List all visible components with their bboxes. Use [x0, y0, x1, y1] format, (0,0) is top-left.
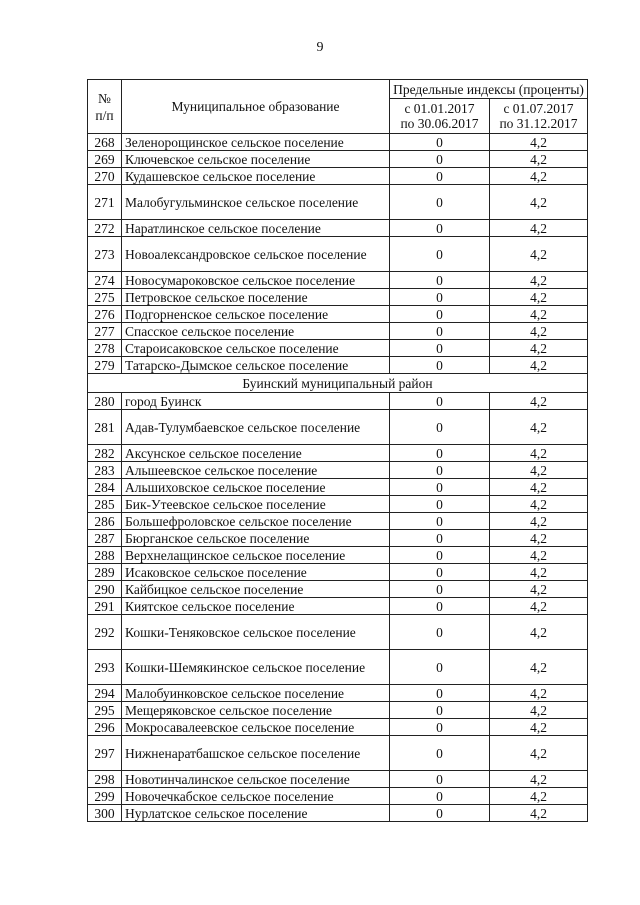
row-number: 285 — [88, 496, 122, 513]
header-period-1-label: с 01.01.2017 по 30.06.2017 — [400, 101, 479, 131]
index-period-2: 4,2 — [490, 168, 588, 185]
index-period-1: 0 — [390, 237, 490, 272]
index-period-1: 0 — [390, 410, 490, 445]
municipality-name: Нурлатское сельское поселение — [122, 805, 390, 822]
table-row — [88, 598, 588, 615]
municipality-name: Мокросавалеевское сельское поселение — [122, 719, 390, 736]
index-period-2: 4,2 — [490, 462, 588, 479]
table-row — [88, 805, 588, 822]
index-period-2: 4,2 — [490, 134, 588, 151]
row-number: 298 — [88, 771, 122, 788]
municipality-name: Исаковское сельское поселение — [122, 564, 390, 581]
table-row — [88, 530, 588, 547]
row-number: 274 — [88, 272, 122, 289]
index-period-1: 0 — [390, 788, 490, 805]
table-row — [88, 323, 588, 340]
municipality-name: Бюрганское сельское поселение — [122, 530, 390, 547]
municipality-name: Староисаковское сельское поселение — [122, 340, 390, 357]
municipality-name: Аксунское сельское поселение — [122, 445, 390, 462]
header-num-label: № п/п — [95, 90, 114, 123]
municipality-name: Адав-Тулумбаевское сельское поселение — [122, 410, 390, 445]
row-number: 268 — [88, 134, 122, 151]
index-period-1: 0 — [390, 513, 490, 530]
index-period-1: 0 — [390, 479, 490, 496]
index-period-1: 0 — [390, 306, 490, 323]
index-period-2: 4,2 — [490, 598, 588, 615]
row-number: 300 — [88, 805, 122, 822]
index-period-1: 0 — [390, 547, 490, 564]
table-row — [88, 702, 588, 719]
index-period-2: 4,2 — [490, 445, 588, 462]
index-period-1: 0 — [390, 702, 490, 719]
index-period-2: 4,2 — [490, 650, 588, 685]
indices-table — [87, 79, 588, 822]
table-row — [88, 185, 588, 220]
index-period-2: 4,2 — [490, 530, 588, 547]
index-period-2: 4,2 — [490, 151, 588, 168]
municipality-name: Альшиховское сельское поселение — [122, 479, 390, 496]
index-period-1: 0 — [390, 805, 490, 822]
index-period-1: 0 — [390, 564, 490, 581]
municipality-name: Бик-Утеевское сельское поселение — [122, 496, 390, 513]
row-number: 270 — [88, 168, 122, 185]
index-period-2: 4,2 — [490, 185, 588, 220]
page-number: 9 — [316, 40, 324, 55]
table-row — [88, 151, 588, 168]
index-period-1: 0 — [390, 736, 490, 771]
table-row — [88, 272, 588, 289]
table-row — [88, 685, 588, 702]
index-period-1: 0 — [390, 615, 490, 650]
header-period-1 — [390, 99, 490, 134]
index-period-1: 0 — [390, 719, 490, 736]
index-period-2: 4,2 — [490, 237, 588, 272]
index-period-1: 0 — [390, 340, 490, 357]
header-period-2-label: с 01.07.2017 по 31.12.2017 — [499, 101, 578, 131]
row-number: 269 — [88, 151, 122, 168]
municipality-name: Новотинчалинское сельское поселение — [122, 771, 390, 788]
row-number: 293 — [88, 650, 122, 685]
row-number: 297 — [88, 736, 122, 771]
index-period-2: 4,2 — [490, 496, 588, 513]
index-period-2: 4,2 — [490, 357, 588, 374]
table-row — [88, 788, 588, 805]
table-row — [88, 650, 588, 685]
index-period-1: 0 — [390, 134, 490, 151]
table-row — [88, 393, 588, 410]
index-period-1: 0 — [390, 185, 490, 220]
table-row — [88, 615, 588, 650]
index-period-2: 4,2 — [490, 479, 588, 496]
index-period-1: 0 — [390, 289, 490, 306]
table-row — [88, 771, 588, 788]
row-number: 289 — [88, 564, 122, 581]
table-row — [88, 220, 588, 237]
index-period-1: 0 — [390, 771, 490, 788]
table-row — [88, 445, 588, 462]
row-number: 278 — [88, 340, 122, 357]
row-number: 294 — [88, 685, 122, 702]
row-number: 282 — [88, 445, 122, 462]
index-period-1: 0 — [390, 581, 490, 598]
district-group-row — [88, 374, 588, 393]
municipality-name: Новоалександровское сельское поселение — [122, 237, 390, 272]
municipality-name: Большефроловское сельское поселение — [122, 513, 390, 530]
index-period-2: 4,2 — [490, 272, 588, 289]
table-row — [88, 168, 588, 185]
index-period-1: 0 — [390, 168, 490, 185]
table-row — [88, 547, 588, 564]
municipality-name: Кудашевское сельское поселение — [122, 168, 390, 185]
index-period-2: 4,2 — [490, 323, 588, 340]
index-period-1: 0 — [390, 650, 490, 685]
row-number: 288 — [88, 547, 122, 564]
table-row — [88, 479, 588, 496]
header-limits: Предельные индексы (проценты) — [390, 80, 588, 99]
row-number: 281 — [88, 410, 122, 445]
row-number: 296 — [88, 719, 122, 736]
row-number: 272 — [88, 220, 122, 237]
index-period-1: 0 — [390, 357, 490, 374]
index-period-1: 0 — [390, 530, 490, 547]
table-row — [88, 357, 588, 374]
municipality-name: Спасское сельское поселение — [122, 323, 390, 340]
index-period-1: 0 — [390, 685, 490, 702]
row-number: 279 — [88, 357, 122, 374]
index-period-1: 0 — [390, 151, 490, 168]
municipality-name: Подгорненское сельское поселение — [122, 306, 390, 323]
index-period-1: 0 — [390, 598, 490, 615]
municipality-name: Нижненаратбашское сельское поселение — [122, 736, 390, 771]
index-period-1: 0 — [390, 496, 490, 513]
row-number: 275 — [88, 289, 122, 306]
municipality-name: Малобуинковское сельское поселение — [122, 685, 390, 702]
table-row — [88, 513, 588, 530]
row-number: 291 — [88, 598, 122, 615]
row-number: 277 — [88, 323, 122, 340]
table-body — [88, 134, 588, 822]
municipality-name: Мещеряковское сельское поселение — [122, 702, 390, 719]
header-period-2 — [490, 99, 588, 134]
index-period-1: 0 — [390, 220, 490, 237]
municipality-name: Малобугульминское сельское поселение — [122, 185, 390, 220]
index-period-2: 4,2 — [490, 393, 588, 410]
row-number: 284 — [88, 479, 122, 496]
index-period-2: 4,2 — [490, 340, 588, 357]
table-row — [88, 134, 588, 151]
header-name: Муниципальное образование — [122, 80, 390, 134]
row-number: 276 — [88, 306, 122, 323]
index-period-2: 4,2 — [490, 306, 588, 323]
index-period-2: 4,2 — [490, 513, 588, 530]
municipality-name: город Буинск — [122, 393, 390, 410]
row-number: 287 — [88, 530, 122, 547]
municipality-name: Альшеевское сельское поселение — [122, 462, 390, 479]
municipality-name: Верхнелащинское сельское поселение — [122, 547, 390, 564]
municipality-name: Наратлинское сельское поселение — [122, 220, 390, 237]
index-period-2: 4,2 — [490, 805, 588, 822]
index-period-2: 4,2 — [490, 581, 588, 598]
index-period-2: 4,2 — [490, 410, 588, 445]
index-period-1: 0 — [390, 462, 490, 479]
index-period-2: 4,2 — [490, 615, 588, 650]
index-period-2: 4,2 — [490, 702, 588, 719]
municipality-name: Зеленорощинское сельское поселение — [122, 134, 390, 151]
table-row — [88, 340, 588, 357]
table-row — [88, 306, 588, 323]
index-period-2: 4,2 — [490, 719, 588, 736]
municipality-name: Кошки-Шемякинское сельское поселение — [122, 650, 390, 685]
index-period-2: 4,2 — [490, 736, 588, 771]
row-number: 271 — [88, 185, 122, 220]
municipality-name: Новосумароковское сельское поселение — [122, 272, 390, 289]
table-row — [88, 410, 588, 445]
index-period-1: 0 — [390, 445, 490, 462]
municipality-name: Киятское сельское поселение — [122, 598, 390, 615]
district-group-title: Буинский муниципальный район — [88, 374, 588, 393]
index-period-2: 4,2 — [490, 685, 588, 702]
table-row — [88, 289, 588, 306]
row-number: 286 — [88, 513, 122, 530]
index-period-1: 0 — [390, 393, 490, 410]
row-number: 280 — [88, 393, 122, 410]
municipality-name: Новочечкабское сельское поселение — [122, 788, 390, 805]
index-period-2: 4,2 — [490, 220, 588, 237]
index-period-2: 4,2 — [490, 788, 588, 805]
table-row — [88, 237, 588, 272]
municipality-name: Ключевское сельское поселение — [122, 151, 390, 168]
row-number: 273 — [88, 237, 122, 272]
index-period-1: 0 — [390, 272, 490, 289]
index-period-2: 4,2 — [490, 564, 588, 581]
index-period-1: 0 — [390, 323, 490, 340]
municipality-name: Кайбицкое сельское поселение — [122, 581, 390, 598]
municipality-name: Кошки-Теняковское сельское поселение — [122, 615, 390, 650]
header-num — [88, 80, 122, 134]
row-number: 292 — [88, 615, 122, 650]
municipality-name: Петровское сельское поселение — [122, 289, 390, 306]
index-period-2: 4,2 — [490, 547, 588, 564]
row-number: 283 — [88, 462, 122, 479]
index-period-2: 4,2 — [490, 289, 588, 306]
table-row — [88, 564, 588, 581]
index-period-2: 4,2 — [490, 771, 588, 788]
table-row — [88, 581, 588, 598]
table-row — [88, 719, 588, 736]
table-row — [88, 496, 588, 513]
row-number: 299 — [88, 788, 122, 805]
row-number: 295 — [88, 702, 122, 719]
table-row — [88, 736, 588, 771]
table-row — [88, 462, 588, 479]
row-number: 290 — [88, 581, 122, 598]
municipality-name: Татарско-Дымское сельское поселение — [122, 357, 390, 374]
